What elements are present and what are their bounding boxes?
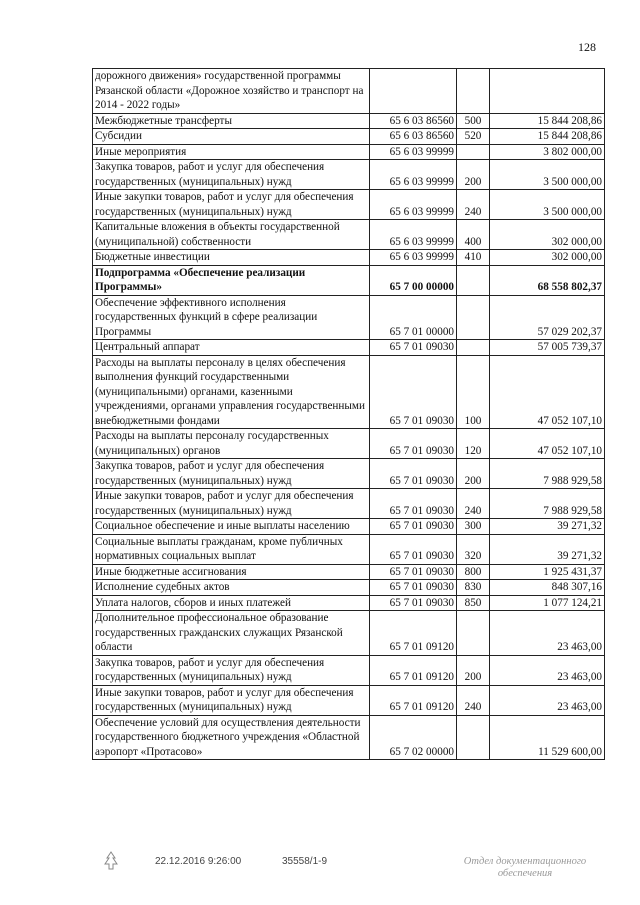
table-row bbox=[93, 685, 605, 715]
row-code-cell: 65 6 03 86560 bbox=[370, 129, 457, 145]
footer-stamp-line: Отдел документационного bbox=[463, 856, 587, 867]
row-expense-type-cell: 240 bbox=[457, 685, 490, 715]
row-name-cell: Капитальные вложения в объекты государственной (муниципальной) собственности bbox=[93, 220, 370, 250]
row-name-cell: Межбюджетные трансферты bbox=[93, 113, 370, 129]
table-row bbox=[93, 715, 605, 760]
table-row bbox=[93, 69, 605, 114]
table-row bbox=[93, 595, 605, 611]
row-sum-cell: 3 802 000,00 bbox=[490, 144, 605, 160]
row-expense-type-cell: 500 bbox=[457, 113, 490, 129]
row-expense-type-cell: 240 bbox=[457, 489, 490, 519]
row-name-cell: Закупка товаров, работ и услуг для обеспечения государственных (муниципальных) нужд bbox=[93, 459, 370, 489]
row-expense-type-cell: 800 bbox=[457, 564, 490, 580]
table-row bbox=[93, 580, 605, 596]
row-name-cell: Иные закупки товаров, работ и услуг для обеспечения государственных (муниципальных) нужд bbox=[93, 685, 370, 715]
table-row bbox=[93, 265, 605, 295]
row-sum-cell: 23 463,00 bbox=[490, 685, 605, 715]
row-expense-type-cell: 100 bbox=[457, 355, 490, 429]
row-sum-cell: 7 988 929,58 bbox=[490, 489, 605, 519]
row-sum-cell: 848 307,16 bbox=[490, 580, 605, 596]
row-sum-cell bbox=[490, 69, 605, 114]
row-sum-cell: 1 077 124,21 bbox=[490, 595, 605, 611]
table-row bbox=[93, 160, 605, 190]
row-expense-type-cell bbox=[457, 144, 490, 160]
row-code-cell: 65 6 03 86560 bbox=[370, 113, 457, 129]
table-row bbox=[93, 489, 605, 519]
row-name-cell: Расходы на выплаты персоналу в целях обеспечения выполнения функций государственными (муниципальными) органами, казенными учреждениями, органами управления государственными внебюджетными фондами bbox=[93, 355, 370, 429]
table-row bbox=[93, 250, 605, 266]
row-sum-cell: 15 844 208,86 bbox=[490, 113, 605, 129]
row-sum-cell: 15 844 208,86 bbox=[490, 129, 605, 145]
row-code-cell: 65 7 00 00000 bbox=[370, 265, 457, 295]
table-row bbox=[93, 564, 605, 580]
row-code-cell: 65 7 01 09030 bbox=[370, 489, 457, 519]
footer-stamp-line: обеспечения bbox=[497, 868, 553, 879]
row-code-cell: 65 7 01 09120 bbox=[370, 611, 457, 656]
footer-stamp bbox=[450, 856, 600, 880]
row-expense-type-cell bbox=[457, 295, 490, 340]
row-name-cell: Иные закупки товаров, работ и услуг для обеспечения государственных (муниципальных) нужд bbox=[93, 190, 370, 220]
row-sum-cell: 302 000,00 bbox=[490, 250, 605, 266]
row-name-cell: Исполнение судебных актов bbox=[93, 580, 370, 596]
table-row bbox=[93, 429, 605, 459]
row-name-cell: Закупка товаров, работ и услуг для обеспечения государственных (муниципальных) нужд bbox=[93, 655, 370, 685]
row-expense-type-cell bbox=[457, 69, 490, 114]
footer-date: 22.12.2016 9:26:00 bbox=[155, 856, 242, 867]
row-name-cell: дорожного движения» государственной программы Рязанской области «Дорожное хозяйство и транспорт на 2014 - 2022 годы» bbox=[93, 69, 370, 114]
table-row bbox=[93, 295, 605, 340]
row-code-cell: 65 7 01 09030 bbox=[370, 355, 457, 429]
row-sum-cell: 23 463,00 bbox=[490, 655, 605, 685]
table-row bbox=[93, 611, 605, 656]
row-code-cell: 65 7 01 09120 bbox=[370, 685, 457, 715]
row-code-cell: 65 7 01 09030 bbox=[370, 534, 457, 564]
row-expense-type-cell: 520 bbox=[457, 129, 490, 145]
row-name-cell: Центральный аппарат bbox=[93, 340, 370, 356]
row-code-cell: 65 7 01 09030 bbox=[370, 580, 457, 596]
row-expense-type-cell bbox=[457, 611, 490, 656]
table-row bbox=[93, 355, 605, 429]
table-row bbox=[93, 113, 605, 129]
row-code-cell: 65 7 02 00000 bbox=[370, 715, 457, 760]
row-sum-cell: 7 988 929,58 bbox=[490, 459, 605, 489]
row-sum-cell: 68 558 802,37 bbox=[490, 265, 605, 295]
row-sum-cell: 57 005 739,37 bbox=[490, 340, 605, 356]
row-expense-type-cell bbox=[457, 265, 490, 295]
row-code-cell: 65 6 03 99999 bbox=[370, 250, 457, 266]
row-expense-type-cell bbox=[457, 715, 490, 760]
row-code-cell: 65 6 03 99999 bbox=[370, 190, 457, 220]
row-sum-cell: 39 271,32 bbox=[490, 534, 605, 564]
row-expense-type-cell: 410 bbox=[457, 250, 490, 266]
row-code-cell: 65 6 03 99999 bbox=[370, 160, 457, 190]
row-code-cell: 65 6 03 99999 bbox=[370, 220, 457, 250]
row-code-cell: 65 7 01 09120 bbox=[370, 655, 457, 685]
row-name-cell: Закупка товаров, работ и услуг для обеспечения государственных (муниципальных) нужд bbox=[93, 160, 370, 190]
row-sum-cell: 3 500 000,00 bbox=[490, 190, 605, 220]
row-sum-cell: 57 029 202,37 bbox=[490, 295, 605, 340]
row-name-cell: Иные бюджетные ассигнования bbox=[93, 564, 370, 580]
row-name-cell: Бюджетные инвестиции bbox=[93, 250, 370, 266]
row-name-cell: Иные закупки товаров, работ и услуг для обеспечения государственных (муниципальных) нужд bbox=[93, 489, 370, 519]
row-code-cell: 65 7 01 09030 bbox=[370, 429, 457, 459]
row-sum-cell: 302 000,00 bbox=[490, 220, 605, 250]
row-expense-type-cell: 300 bbox=[457, 519, 490, 535]
table-row bbox=[93, 129, 605, 145]
row-sum-cell: 23 463,00 bbox=[490, 611, 605, 656]
row-sum-cell: 39 271,32 bbox=[490, 519, 605, 535]
table-row bbox=[93, 519, 605, 535]
row-code-cell: 65 7 01 00000 bbox=[370, 295, 457, 340]
row-name-cell: Дополнительное профессиональное образование государственных гражданских служащих Рязанской области bbox=[93, 611, 370, 656]
table-row bbox=[93, 220, 605, 250]
table-row bbox=[93, 655, 605, 685]
logo-icon bbox=[100, 850, 122, 877]
row-name-cell: Подпрограмма «Обеспечение реализации Программы» bbox=[93, 265, 370, 295]
row-sum-cell: 1 925 431,37 bbox=[490, 564, 605, 580]
budget-table-body bbox=[93, 69, 605, 760]
row-code-cell: 65 7 01 09030 bbox=[370, 564, 457, 580]
row-expense-type-cell: 200 bbox=[457, 160, 490, 190]
row-expense-type-cell: 200 bbox=[457, 655, 490, 685]
row-name-cell: Субсидии bbox=[93, 129, 370, 145]
row-sum-cell: 47 052 107,10 bbox=[490, 355, 605, 429]
row-name-cell: Иные мероприятия bbox=[93, 144, 370, 160]
row-sum-cell: 11 529 600,00 bbox=[490, 715, 605, 760]
row-expense-type-cell: 200 bbox=[457, 459, 490, 489]
row-code-cell: 65 7 01 09030 bbox=[370, 340, 457, 356]
row-code-cell: 65 7 01 09030 bbox=[370, 459, 457, 489]
row-expense-type-cell: 120 bbox=[457, 429, 490, 459]
row-name-cell: Расходы на выплаты персоналу государственных (муниципальных) органов bbox=[93, 429, 370, 459]
row-name-cell: Уплата налогов, сборов и иных платежей bbox=[93, 595, 370, 611]
table-row bbox=[93, 459, 605, 489]
table-row bbox=[93, 144, 605, 160]
row-code-cell: 65 7 01 09030 bbox=[370, 519, 457, 535]
row-expense-type-cell bbox=[457, 340, 490, 356]
row-sum-cell: 3 500 000,00 bbox=[490, 160, 605, 190]
row-expense-type-cell: 830 bbox=[457, 580, 490, 596]
row-sum-cell: 47 052 107,10 bbox=[490, 429, 605, 459]
table-row bbox=[93, 534, 605, 564]
row-expense-type-cell: 850 bbox=[457, 595, 490, 611]
table-row bbox=[93, 340, 605, 356]
footer-doc-code: 35558/1-9 bbox=[282, 856, 328, 867]
row-expense-type-cell: 400 bbox=[457, 220, 490, 250]
row-name-cell: Обеспечение эффективного исполнения государственных функций в сфере реализации Программы bbox=[93, 295, 370, 340]
budget-table bbox=[92, 68, 605, 760]
page-number: 128 bbox=[578, 40, 596, 54]
row-code-cell: 65 6 03 99999 bbox=[370, 144, 457, 160]
row-name-cell: Обеспечение условий для осуществления деятельности государственного бюджетного учреждения «Областной аэропорт «Протасово» bbox=[93, 715, 370, 760]
table-row bbox=[93, 190, 605, 220]
row-expense-type-cell: 320 bbox=[457, 534, 490, 564]
row-code-cell bbox=[370, 69, 457, 114]
row-code-cell: 65 7 01 09030 bbox=[370, 595, 457, 611]
row-name-cell: Социальные выплаты гражданам, кроме публичных нормативных социальных выплат bbox=[93, 534, 370, 564]
row-expense-type-cell: 240 bbox=[457, 190, 490, 220]
row-name-cell: Социальное обеспечение и иные выплаты населению bbox=[93, 519, 370, 535]
